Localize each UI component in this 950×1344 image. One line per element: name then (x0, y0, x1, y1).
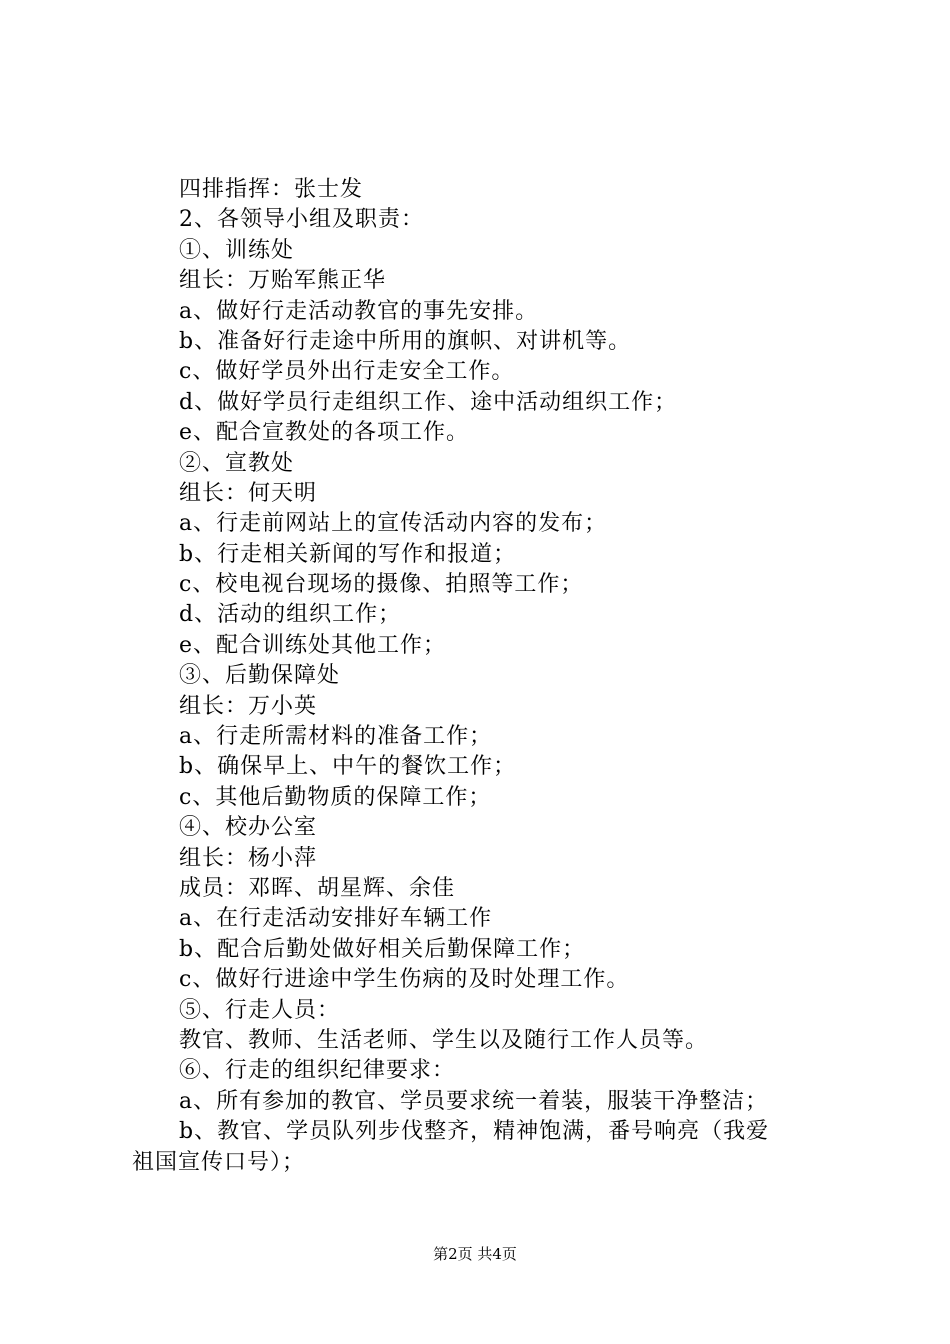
page-number-footer: 第2页 共4页 (433, 1245, 517, 1263)
list-item: d、做好学员行走组织工作、途中活动组织工作； (179, 389, 678, 415)
list-item: e、配合宣教处的各项工作。 (179, 420, 470, 446)
list-item-continuation: 祖国宣传口号）； (132, 1149, 306, 1175)
list-item: a、所有参加的教官、学员要求统一着装，服装干净整洁； (179, 1088, 769, 1114)
list-item: b、教官、学员队列步伐整齐，精神饱满，番号响亮（我爱 (179, 1119, 770, 1145)
section-heading: ⑥、行走的组织纪律要求： (179, 1058, 456, 1084)
list-item: b、行走相关新闻的写作和报道； (179, 541, 517, 567)
list-item: a、行走前网站上的宣传活动内容的发布； (179, 511, 608, 537)
section-heading: ⑤、行走人员： (179, 997, 341, 1023)
section-heading: ④、校办公室 (179, 815, 318, 841)
list-item: b、准备好行走途中所用的旗帜、对讲机等。 (179, 328, 632, 354)
list-item: c、做好行进途中学生伤病的及时处理工作。 (179, 967, 630, 993)
list-item: a、做好行走活动教官的事先安排。 (179, 298, 539, 324)
list-item: d、活动的组织工作； (179, 602, 402, 628)
list-item: c、做好学员外出行走安全工作。 (179, 359, 515, 385)
text-line: 四排指挥：张士发 (179, 177, 364, 202)
section-heading: ③、后勤保障处 (179, 663, 341, 689)
text-line: 组长：万小英 (179, 693, 318, 719)
list-item: c、校电视台现场的摄像、拍照等工作； (179, 572, 584, 598)
text-line: 组长：杨小萍 (179, 845, 318, 871)
document-body (132, 175, 832, 1178)
section-heading: ①、训练处 (179, 237, 295, 263)
section-heading: ②、宣教处 (179, 450, 295, 476)
list-item: a、在行走活动安排好车辆工作 (179, 906, 493, 932)
text-line: 教官、教师、生活老师、学生以及随行工作人员等。 (179, 1027, 709, 1053)
text-line: 组长：万贻军熊正华 (179, 268, 387, 294)
list-item: c、其他后勤物质的保障工作； (179, 784, 492, 810)
list-item: b、配合后勤处做好相关后勤保障工作； (179, 936, 586, 962)
list-item: e、配合训练处其他工作； (179, 632, 447, 658)
text-line: 2、各领导小组及职责： (179, 207, 424, 233)
text-line: 成员：邓晖、胡星辉、余佳 (179, 875, 456, 901)
text-line: 组长：何天明 (179, 480, 318, 506)
list-item: a、行走所需材料的准备工作； (179, 724, 493, 750)
list-item: b、确保早上、中午的餐饮工作； (179, 754, 517, 780)
